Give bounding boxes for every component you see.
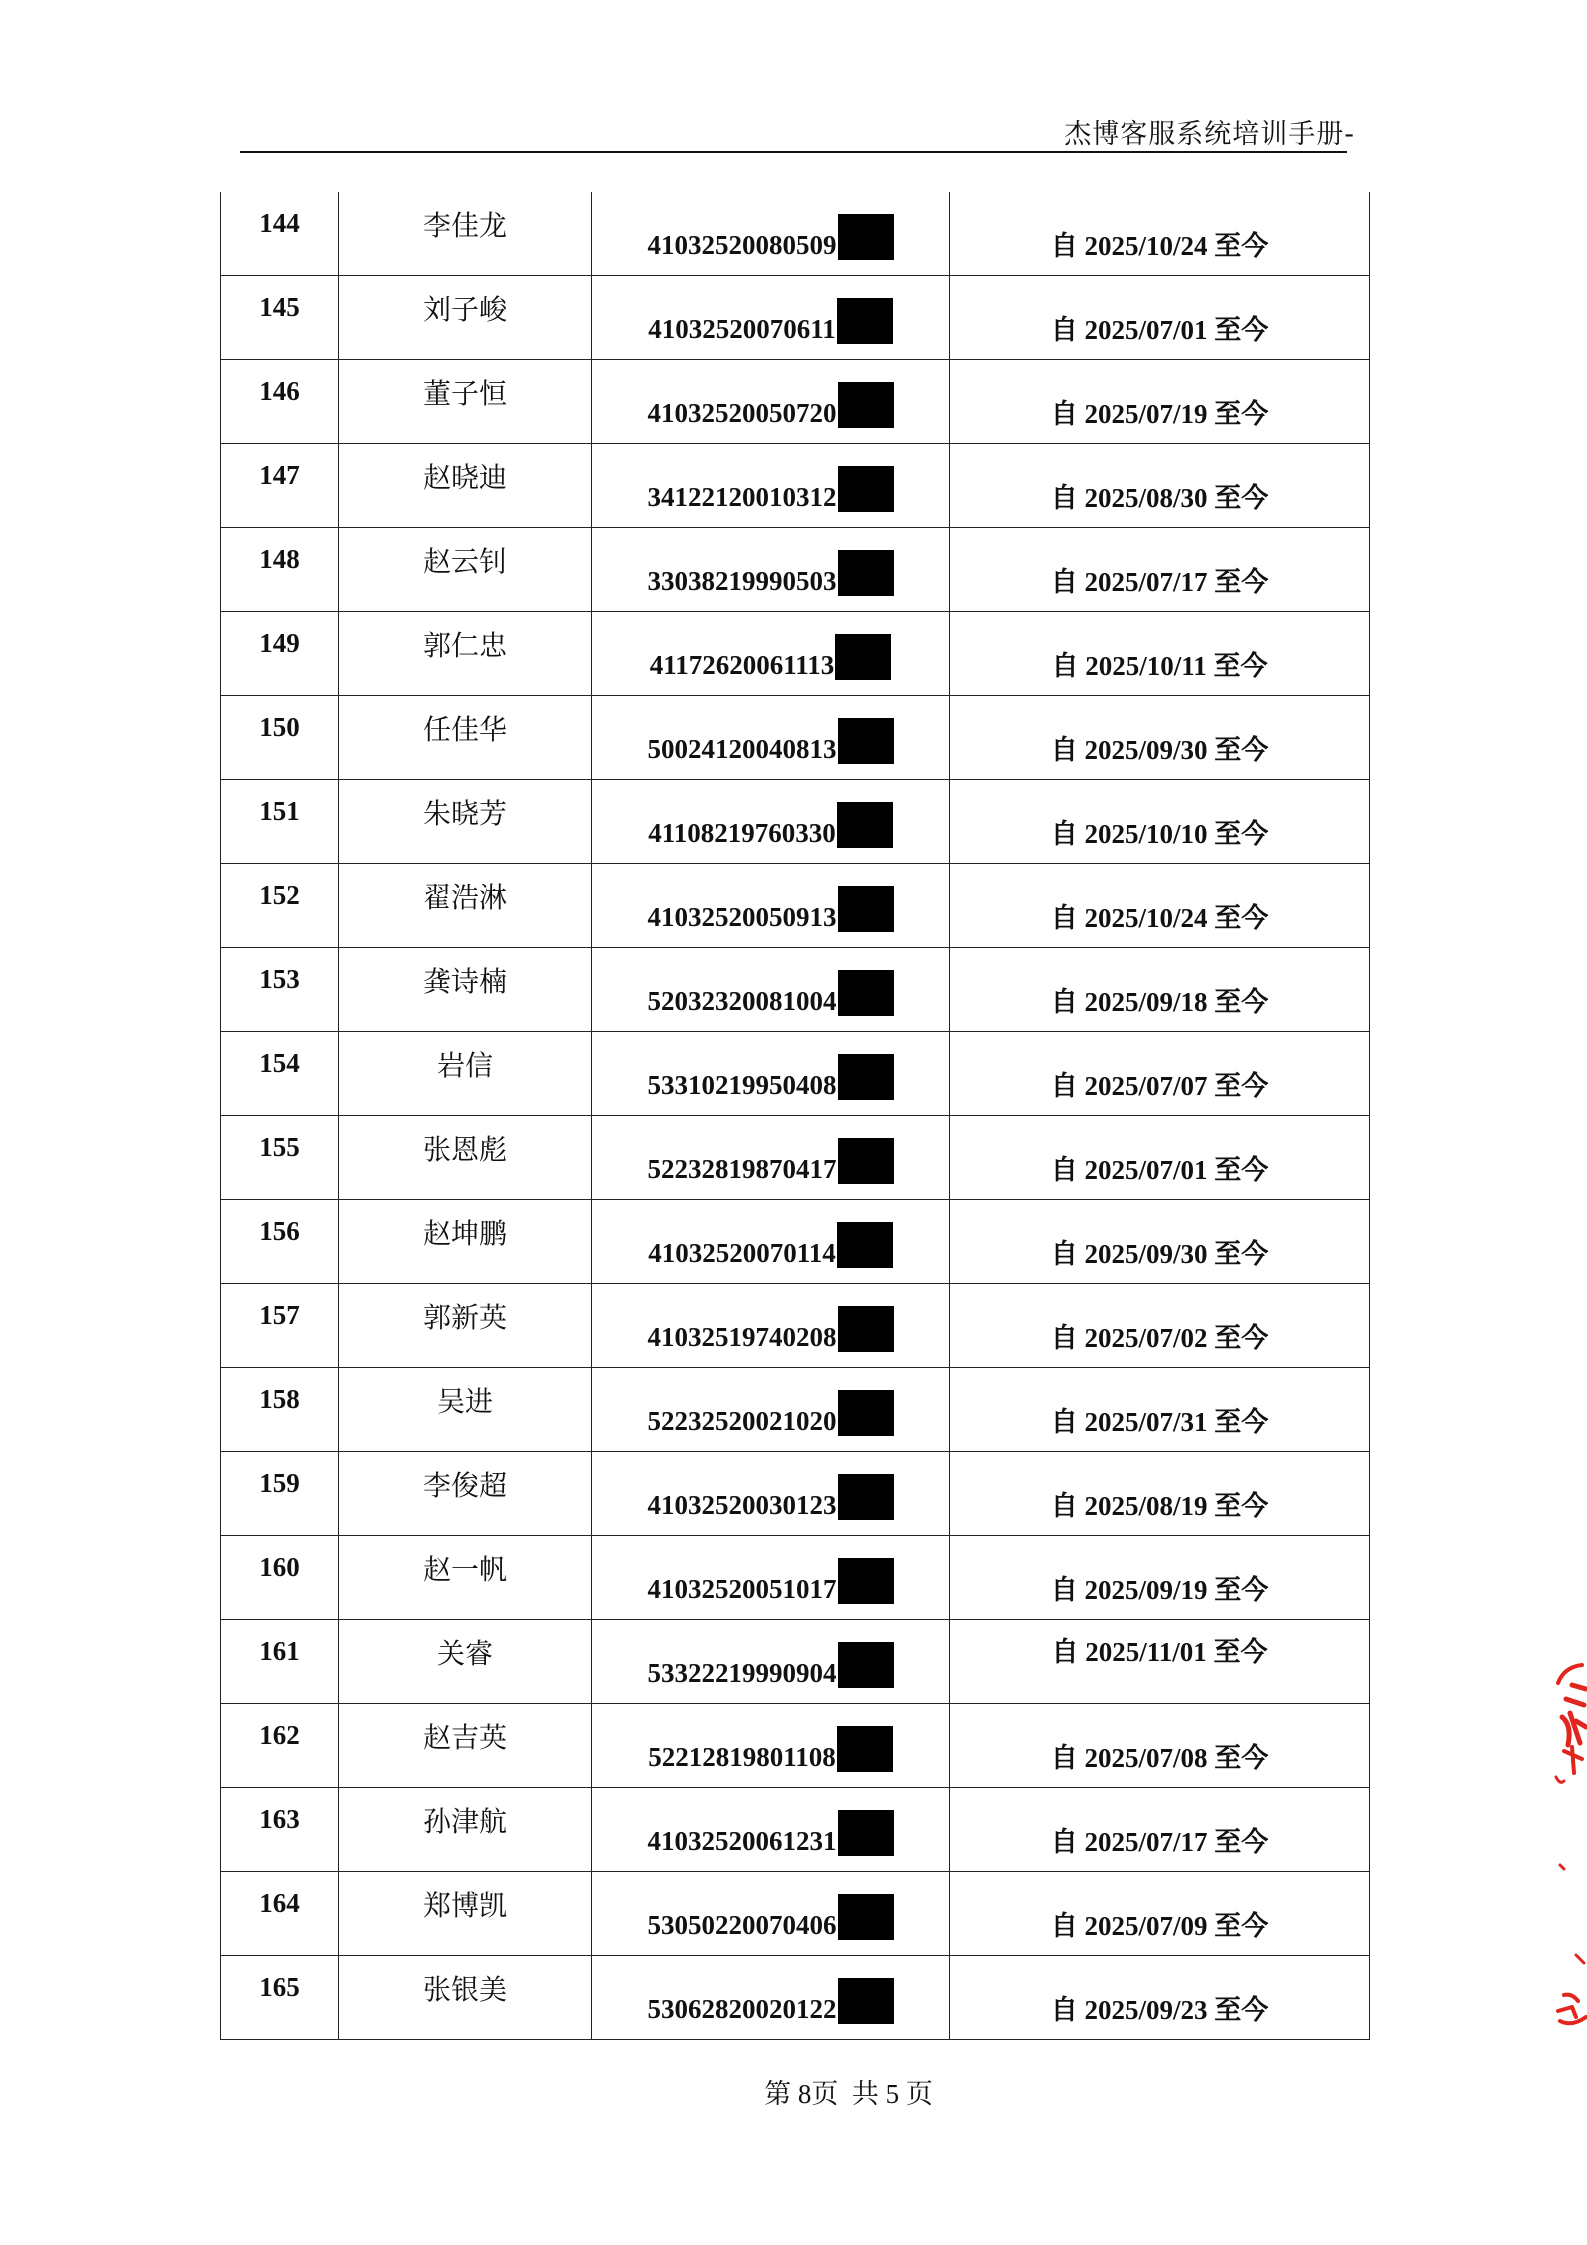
id-number-prefix: 41172620061113 — [649, 650, 835, 680]
name-cell — [339, 360, 592, 444]
name-cell — [339, 1452, 592, 1536]
id-number-cell — [592, 1452, 950, 1536]
name-cell — [339, 1116, 592, 1200]
period-cell — [950, 360, 1370, 444]
id-number-cell — [592, 612, 950, 696]
id-number-prefix: 53062820020122 — [647, 1994, 837, 2024]
period-cell — [950, 864, 1370, 948]
name-cell — [339, 192, 592, 276]
row-index-cell — [221, 1368, 339, 1452]
employment-period: 自 2025/10/24 至今 — [1050, 903, 1269, 933]
id-number-prefix: 50024120040813 — [647, 734, 837, 764]
id-number-prefix: 34122120010312 — [647, 482, 837, 512]
id-number-cell — [592, 444, 950, 528]
row-index-cell — [221, 1704, 339, 1788]
table-row — [221, 192, 1370, 276]
period-cell — [950, 192, 1370, 276]
person-name: 任佳华 — [422, 712, 507, 746]
row-index: 154 — [259, 1048, 300, 1078]
name-cell — [339, 780, 592, 864]
id-number-prefix: 41032519740208 — [647, 1322, 837, 1352]
redaction-block — [838, 1894, 894, 1940]
row-index: 158 — [259, 1384, 300, 1414]
period-cell — [950, 276, 1370, 360]
id-number-cell — [592, 192, 950, 276]
redaction-block — [838, 1642, 894, 1688]
table-row — [221, 1788, 1370, 1872]
table-row — [221, 1200, 1370, 1284]
employment-period: 自 2025/07/17 至今 — [1050, 1827, 1269, 1857]
period-cell — [950, 528, 1370, 612]
table-row — [221, 948, 1370, 1032]
id-number-prefix: 52232819870417 — [647, 1154, 837, 1184]
id-number-cell — [592, 528, 950, 612]
table-row — [221, 1368, 1370, 1452]
redaction-block — [837, 1222, 893, 1268]
employment-period: 自 2025/08/19 至今 — [1050, 1491, 1269, 1521]
table-row — [221, 444, 1370, 528]
id-number-prefix: 41032520061231 — [647, 1826, 837, 1856]
period-cell — [950, 1704, 1370, 1788]
period-cell — [950, 612, 1370, 696]
redaction-block — [838, 1978, 894, 2024]
row-index: 156 — [259, 1216, 300, 1246]
name-cell — [339, 444, 592, 528]
row-index-cell — [221, 1956, 339, 2040]
id-number-cell — [592, 360, 950, 444]
id-number-prefix: 53322219990904 — [647, 1658, 837, 1688]
id-number-prefix: 41032520050913 — [647, 902, 837, 932]
period-cell — [950, 1452, 1370, 1536]
person-name: 刘子峻 — [422, 292, 507, 326]
employment-period: 自 2025/09/30 至今 — [1050, 1239, 1269, 1269]
table-row — [221, 1536, 1370, 1620]
row-index-cell — [221, 1284, 339, 1368]
id-number-cell — [592, 696, 950, 780]
table-row — [221, 1032, 1370, 1116]
redaction-block — [838, 1306, 894, 1352]
row-index: 146 — [259, 376, 300, 406]
person-name: 李佳龙 — [422, 208, 507, 242]
row-index-cell — [221, 1200, 339, 1284]
redaction-block — [838, 1474, 894, 1520]
id-number-prefix: 41032520080509 — [647, 230, 837, 260]
name-cell — [339, 1620, 592, 1704]
period-cell — [950, 1956, 1370, 2040]
id-number-cell — [592, 780, 950, 864]
row-index: 150 — [259, 712, 300, 742]
name-cell — [339, 612, 592, 696]
name-cell — [339, 276, 592, 360]
row-index-cell — [221, 780, 339, 864]
table-row — [221, 780, 1370, 864]
name-cell — [339, 1200, 592, 1284]
redaction-block — [838, 382, 894, 428]
period-cell — [950, 1200, 1370, 1284]
redaction-block — [837, 298, 893, 344]
person-name: 孙津航 — [422, 1804, 507, 1838]
person-name: 关睿 — [436, 1636, 493, 1670]
name-cell — [339, 1536, 592, 1620]
employment-period: 自 2025/10/10 至今 — [1050, 819, 1269, 849]
employment-period: 自 2025/08/30 至今 — [1050, 483, 1269, 513]
id-number-prefix: 41108219760330 — [648, 818, 836, 848]
name-cell — [339, 1872, 592, 1956]
person-name: 岩信 — [436, 1048, 493, 1082]
id-number-prefix: 41032520070114 — [648, 1238, 836, 1268]
name-cell — [339, 1032, 592, 1116]
redaction-block — [838, 1054, 894, 1100]
row-index-cell — [221, 948, 339, 1032]
period-cell — [950, 696, 1370, 780]
name-cell — [339, 1704, 592, 1788]
table-row — [221, 360, 1370, 444]
table-row — [221, 528, 1370, 612]
table-row — [221, 864, 1370, 948]
id-number-prefix: 52232520021020 — [647, 1406, 837, 1436]
employment-period: 自 2025/09/23 至今 — [1050, 1995, 1269, 2025]
person-name: 翟浩淋 — [422, 880, 507, 914]
row-index-cell — [221, 1872, 339, 1956]
person-name: 赵晓迪 — [422, 460, 507, 494]
person-name: 郑博凯 — [422, 1888, 507, 1922]
table-row — [221, 696, 1370, 780]
employment-period: 自 2025/09/18 至今 — [1050, 987, 1269, 1017]
redaction-block — [838, 1810, 894, 1856]
id-number-prefix: 53310219950408 — [647, 1070, 837, 1100]
employment-period: 自 2025/07/17 至今 — [1050, 567, 1269, 597]
id-number-cell — [592, 1284, 950, 1368]
id-number-cell — [592, 276, 950, 360]
row-index: 155 — [259, 1132, 300, 1162]
document-header-title: 杰博客服系统培训手册- — [1064, 119, 1355, 150]
row-index-cell — [221, 1452, 339, 1536]
person-name: 赵一帆 — [422, 1552, 507, 1586]
id-number-cell — [592, 1620, 950, 1704]
employment-period: 自 2025/09/30 至今 — [1050, 735, 1269, 765]
page-number-footer: 第 8页 共 5 页 — [764, 2079, 933, 2109]
redaction-block — [837, 802, 893, 848]
period-cell — [950, 1788, 1370, 1872]
employment-period: 自 2025/07/31 至今 — [1050, 1407, 1269, 1437]
row-index: 159 — [259, 1468, 300, 1498]
redaction-block — [838, 970, 894, 1016]
name-cell — [339, 528, 592, 612]
id-number-cell — [592, 1200, 950, 1284]
row-index: 148 — [259, 544, 300, 574]
person-name: 赵吉英 — [422, 1720, 507, 1754]
person-name: 朱晓芳 — [422, 796, 507, 830]
period-cell — [950, 444, 1370, 528]
person-name: 李俊超 — [422, 1468, 507, 1502]
id-number-prefix: 52212819801108 — [648, 1742, 836, 1772]
row-index: 163 — [259, 1804, 300, 1834]
row-index: 161 — [259, 1636, 300, 1666]
id-number-cell — [592, 1032, 950, 1116]
table-row — [221, 1116, 1370, 1200]
redaction-block — [838, 1558, 894, 1604]
row-index-cell — [221, 360, 339, 444]
person-name: 郭仁忠 — [422, 628, 507, 662]
row-index-cell — [221, 1032, 339, 1116]
table-row — [221, 612, 1370, 696]
employment-period: 自 2025/10/11 至今 — [1051, 651, 1268, 681]
period-cell — [950, 780, 1370, 864]
name-cell — [339, 1368, 592, 1452]
id-number-cell — [592, 1872, 950, 1956]
employment-period: 自 2025/07/02 至今 — [1050, 1323, 1269, 1353]
period-cell — [950, 948, 1370, 1032]
row-index-cell — [221, 612, 339, 696]
name-cell — [339, 1284, 592, 1368]
employment-period: 自 2025/07/07 至今 — [1050, 1071, 1269, 1101]
row-index: 144 — [259, 208, 300, 238]
id-number-prefix: 33038219990503 — [647, 566, 837, 596]
id-number-cell — [592, 1956, 950, 2040]
id-number-cell — [592, 864, 950, 948]
name-cell — [339, 1788, 592, 1872]
table-row — [221, 1284, 1370, 1368]
redaction-block — [838, 718, 894, 764]
name-cell — [339, 864, 592, 948]
period-cell — [950, 1284, 1370, 1368]
id-number-prefix: 41032520051017 — [647, 1574, 837, 1604]
row-index-cell — [221, 192, 339, 276]
row-index: 160 — [259, 1552, 300, 1582]
employment-period: 自 2025/09/19 至今 — [1050, 1575, 1269, 1605]
row-index-cell — [221, 444, 339, 528]
redaction-block — [837, 1726, 893, 1772]
id-number-prefix: 41032520070611 — [648, 314, 836, 344]
employment-period: 自 2025/10/24 至今 — [1050, 231, 1269, 261]
row-index-cell — [221, 528, 339, 612]
person-name: 赵坤鹏 — [422, 1216, 507, 1250]
row-index: 151 — [259, 796, 300, 826]
row-index-cell — [221, 1536, 339, 1620]
staff-roster-table — [220, 192, 1370, 2040]
row-index-cell — [221, 1116, 339, 1200]
redaction-block — [838, 214, 894, 260]
employment-period: 自 2025/07/19 至今 — [1050, 399, 1269, 429]
id-number-cell — [592, 948, 950, 1032]
period-cell — [950, 1368, 1370, 1452]
employment-period: 自 2025/11/01 至今 — [1051, 1637, 1268, 1667]
redaction-block — [838, 1390, 894, 1436]
employment-period: 自 2025/07/01 至今 — [1050, 315, 1269, 345]
table-row — [221, 1620, 1370, 1704]
period-cell — [950, 1872, 1370, 1956]
row-index: 149 — [259, 628, 300, 658]
id-number-prefix: 41032520030123 — [647, 1490, 837, 1520]
person-name: 张恩彪 — [422, 1132, 507, 1166]
period-cell — [950, 1116, 1370, 1200]
redaction-block — [835, 634, 891, 680]
table-row — [221, 1704, 1370, 1788]
row-index-cell — [221, 276, 339, 360]
row-index: 162 — [259, 1720, 300, 1750]
employment-period: 自 2025/07/08 至今 — [1050, 1743, 1269, 1773]
redaction-block — [838, 886, 894, 932]
row-index: 157 — [259, 1300, 300, 1330]
employment-period: 自 2025/07/09 至今 — [1050, 1911, 1269, 1941]
id-number-cell — [592, 1368, 950, 1452]
row-index-cell — [221, 1620, 339, 1704]
period-cell — [950, 1032, 1370, 1116]
row-index: 147 — [259, 460, 300, 490]
roster-body — [221, 192, 1370, 2040]
id-number-cell — [592, 1116, 950, 1200]
table-row — [221, 1956, 1370, 2040]
row-index: 152 — [259, 880, 300, 910]
red-seal-stamp — [1542, 1655, 1587, 2045]
id-number-prefix: 53050220070406 — [647, 1910, 837, 1940]
header-rule — [240, 151, 1347, 153]
row-index-cell — [221, 864, 339, 948]
person-name: 董子恒 — [422, 376, 507, 410]
id-number-prefix: 41032520050720 — [647, 398, 837, 428]
id-number-prefix: 52032320081004 — [647, 986, 837, 1016]
person-name: 郭新英 — [422, 1300, 507, 1334]
period-cell — [950, 1536, 1370, 1620]
person-name: 吴进 — [436, 1384, 493, 1418]
table-row — [221, 276, 1370, 360]
person-name: 龚诗楠 — [422, 964, 507, 998]
employment-period: 自 2025/07/01 至今 — [1050, 1155, 1269, 1185]
row-index: 145 — [259, 292, 300, 322]
name-cell — [339, 696, 592, 780]
person-name: 张银美 — [422, 1972, 507, 2006]
person-name: 赵云钊 — [422, 544, 507, 578]
name-cell — [339, 948, 592, 1032]
redaction-block — [838, 1138, 894, 1184]
id-number-cell — [592, 1788, 950, 1872]
row-index: 153 — [259, 964, 300, 994]
row-index: 165 — [259, 1972, 300, 2002]
id-number-cell — [592, 1536, 950, 1620]
row-index-cell — [221, 696, 339, 780]
table-row — [221, 1452, 1370, 1536]
redaction-block — [838, 550, 894, 596]
redaction-block — [838, 466, 894, 512]
period-cell — [950, 1620, 1370, 1704]
row-index: 164 — [259, 1888, 300, 1918]
name-cell — [339, 1956, 592, 2040]
id-number-cell — [592, 1704, 950, 1788]
table-row — [221, 1872, 1370, 1956]
row-index-cell — [221, 1788, 339, 1872]
